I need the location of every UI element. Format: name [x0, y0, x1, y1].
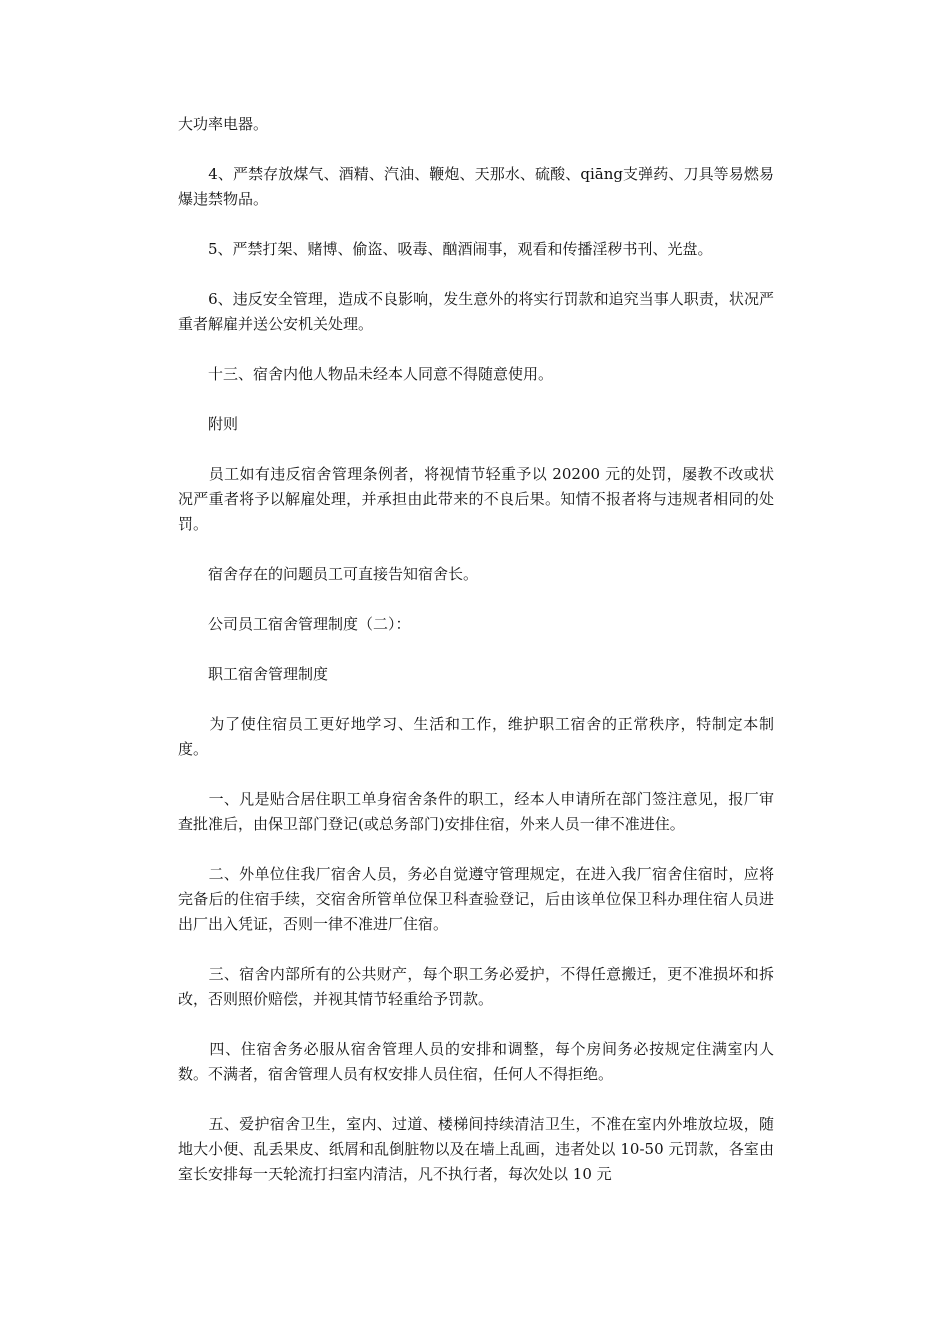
paragraph: 为了使住宿员工更好地学习、生活和工作，维护职工宿舍的正常秩序，特制定本制度。 [178, 715, 774, 758]
paragraph: 五、爱护宿舍卫生，室内、过道、楼梯间持续清洁卫生，不准在室内外堆放垃圾，随地大小便、乱丢果皮、纸屑和乱倒脏物以及在墙上乱画，违者处以 10-50 元罚款，各室由室长安排每一天轮流打扫室内清洁，凡不执行者，每次处以 10 元 [178, 1115, 774, 1183]
section-heading-appendix: 附则 [178, 415, 239, 433]
paragraph: 二、外单位住我厂宿舍人员，务必自觉遵守管理规定，在进入我厂宿舍住宿时，应将完备后的住宿手续，交宿舍所管单位保卫科查验登记，后由该单位保卫科办理住宿人员进出厂出入凭证，否则一律不准进厂住宿。 [178, 865, 774, 933]
section-heading-dorm-rules: 职工宿舍管理制度 [178, 665, 329, 683]
paragraph: 四、住宿舍务必服从宿舍管理人员的安排和调整，每个房间务必按规定住满室内人数。不满者，宿舍管理人员有权安排人员住宿，任何人不得拒绝。 [178, 1040, 774, 1083]
paragraph: 大功率电器。 [178, 115, 269, 133]
paragraph: 十三、宿舍内他人物品未经本人同意不得随意使用。 [178, 365, 554, 383]
document-body [178, 112, 774, 1212]
paragraph: 5、严禁打架、赌博、偷盗、吸毒、酗酒闹事，观看和传播淫秽书刊、光盘。 [178, 240, 713, 258]
paragraph: 员工如有违反宿舍管理条例者，将视情节轻重予以 20200 元的处罚，屡教不改或状况严重者将予以解雇处理，并承担由此带来的不良后果。知情不报者将与违规者相同的处罚。 [178, 465, 774, 533]
paragraph: 三、宿舍内部所有的公共财产，每个职工务必爱护，不得任意搬迁，更不准损坏和拆改，否则照价赔偿，并视其情节轻重给予罚款。 [178, 965, 774, 1008]
section-heading-part-two: 公司员工宿舍管理制度（二）： [178, 615, 411, 633]
paragraph: 宿舍存在的问题员工可直接告知宿舍长。 [178, 565, 479, 583]
paragraph: 一、凡是贴合居住职工单身宿舍条件的职工，经本人申请所在部门签注意见，报厂审查批准后，由保卫部门登记(或总务部门)安排住宿，外来人员一律不准进住。 [178, 790, 774, 833]
paragraph: 6、违反安全管理，造成不良影响，发生意外的将实行罚款和追究当事人职责，状况严重者解雇并送公安机关处理。 [178, 290, 774, 333]
paragraph: 4、严禁存放煤气、酒精、汽油、鞭炮、天那水、硫酸、qiāng支弹药、刀具等易燃易爆违禁物品。 [178, 165, 774, 208]
